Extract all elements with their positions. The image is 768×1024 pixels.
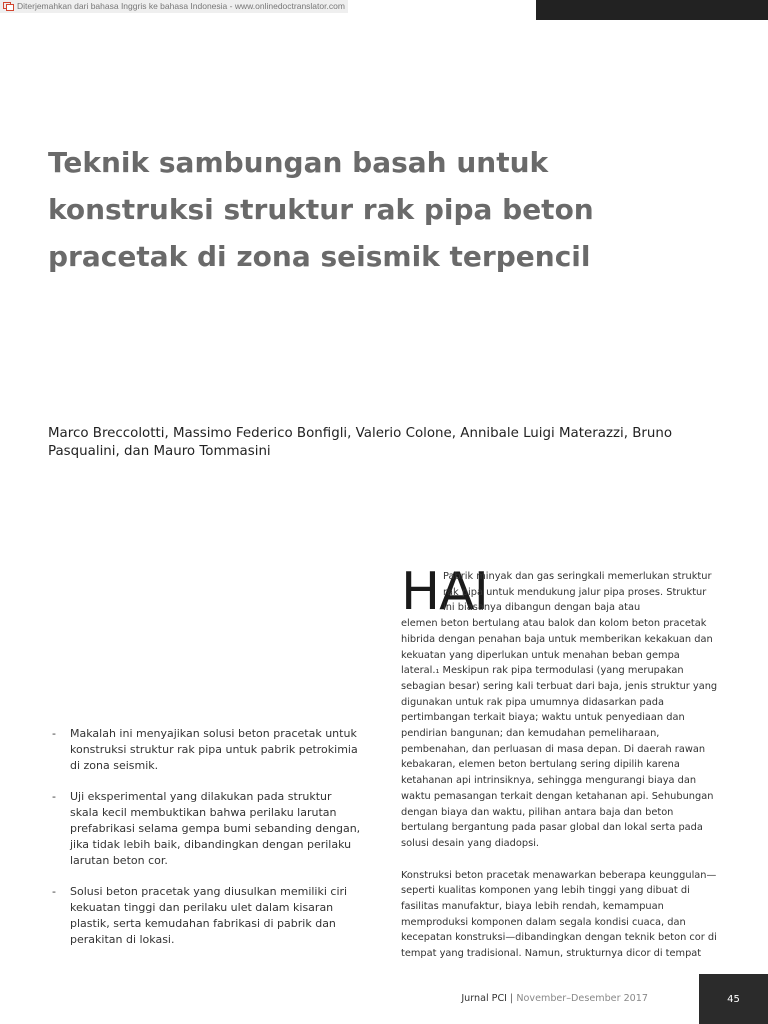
header-corner-block (536, 0, 768, 20)
bullet-dash: - (52, 790, 56, 803)
footer-citation (461, 993, 648, 1004)
article-title: Teknik sambungan basah untuk konstruksi struktur rak pipa beton pracetak di zona seismik terpencil (48, 146, 594, 273)
translator-link[interactable]: Diterjemahkan dari bahasa Inggris ke bahasa Indonesia - www.onlinedoctranslator.com (17, 1, 345, 11)
translator-logo-icon (3, 2, 14, 11)
bullet-dash: - (52, 727, 56, 740)
translator-banner[interactable] (0, 0, 348, 13)
highlight-item: - Solusi beton pracetak yang diusulkan memiliki ciri kekuatan tinggi dan perilaku ulet dalam kisaran plastik, serta kemudahan fabrikasi di pabrik dan perakitan di lokasi. (52, 885, 348, 946)
footer-separator: | (507, 993, 517, 1004)
highlight-item: - Makalah ini menyajikan solusi beton pracetak untuk konstruksi struktur rak pipa untuk pabrik petrokimia di zona seismik. (52, 727, 358, 772)
page-number: 45 (699, 974, 768, 1024)
highlight-item: - Uji eksperimental yang dilakukan pada struktur skala kecil membuktikan bahwa perilaku larutan prefabrikasi selama gempa bumi sebanding dengan, jika tidak lebih baik, dibandingkan dengan perilaku larutan beton cor. (52, 790, 361, 867)
body-paragraph: Konstruksi beton pracetak menawarkan beberapa keunggulan— seperti kualitas komponen yang lebih tinggi yang dibuat di fasilitas manufaktur, biaya lebih rendah, kemampuan memproduksi komponen dalam segala kondisi cuaca, dan kecepatan konstruksi—dibandingkan dengan teknik beton cor di tempat yang tradisional. Namun, strukturnya dicor di tempat (401, 869, 717, 960)
body-paragraph: Pabrik minyak dan gas seringkali memerlukan struktur rak pipa untuk mendukung jalur pipa proses. Struktur ini biasanya dibangun dengan baja atau elemen beton bertulang atau balok dan kolom beton pracetak hibrida dengan penahan baja untuk memberikan kekakuan dan kekuatan yang diperlukan untuk menahan beban gempa lateral.₁ Meskipun rak pipa termodulasi (yang merupakan sebagian besar) sering kali terbuat dari baja, jenis struktur yang digunakan untuk rak pipa umumnya didasarkan pada pertimbangan terkait biaya; waktu untuk penyediaan dan pendirian bangunan; dan kemudahan pemeliharaan, pembenahan, dan perluasan di masa depan. Di daerah rawan kebakaran, elemen beton bertulang sering dipilih karena ketahanan api intrinsiknya, sehingga mengurangi biaya dan waktu pemasangan terkait dengan ketahanan api. Sehubungan dengan biaya dan waktu, pilihan antara baja dan beton bertulang bergantung pada pasar global dan lokal serta pada solusi desain yang diadopsi. (401, 571, 718, 849)
article-authors: Marco Breccolotti, Massimo Federico Bonfigli, Valerio Colone, Annibale Luigi Materazzi, Bruno Pasqualini, dan Mauro Tommasini (48, 426, 673, 459)
highlights-list (52, 726, 362, 963)
drop-cap: HAI (401, 562, 489, 622)
body-column (401, 569, 719, 978)
bullet-dash: - (52, 885, 56, 898)
issue-date: November–Desember 2017 (516, 993, 648, 1004)
journal-name: Jurnal PCI (461, 993, 507, 1004)
